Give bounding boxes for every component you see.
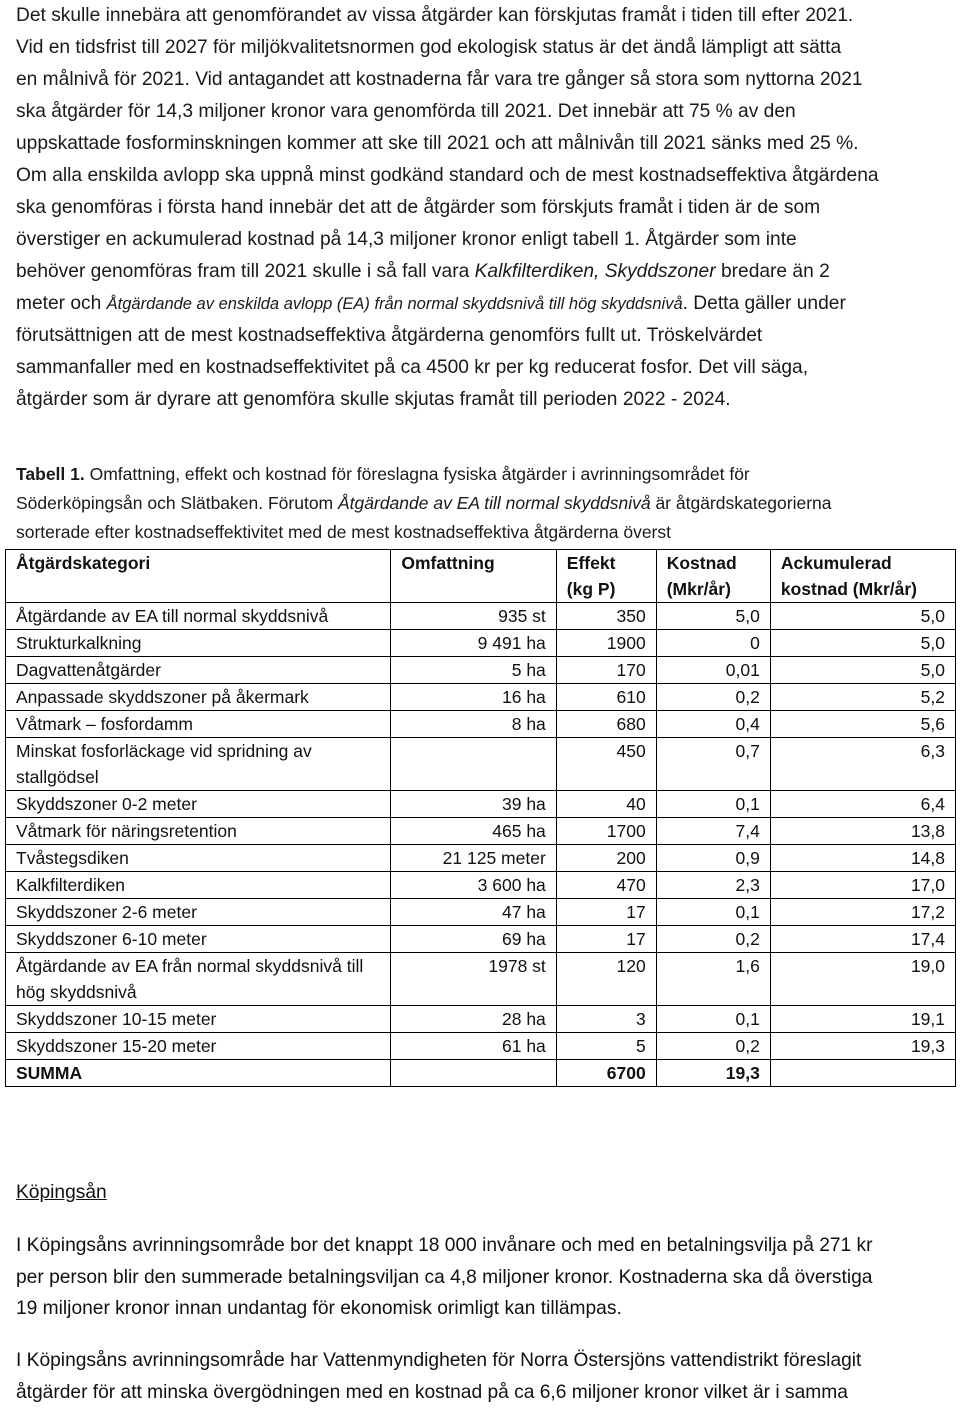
cell-extent <box>391 738 556 791</box>
cell-effect: 5 <box>556 1033 656 1060</box>
cell-cost: 0,2 <box>656 1033 770 1060</box>
cell-category: Skyddszoner 10-15 meter <box>6 1006 391 1033</box>
caption-text: är åtgärdskategorierna <box>650 493 832 513</box>
cell-accumulated-cost: 6,3 <box>770 738 955 791</box>
cell-accumulated-cost: 5,0 <box>770 630 955 657</box>
cell-accumulated-cost: 19,0 <box>770 953 955 1006</box>
text-line: ska åtgärder för 14,3 miljoner kronor vara genomförda till 2021. Det innebär att 75 % av den <box>16 101 796 122</box>
cell-effect: 1900 <box>556 630 656 657</box>
text-line <box>16 288 956 320</box>
text-segment: meter och <box>16 293 107 314</box>
text-line: sammanfaller med en kostnadseffektivitet på ca 4500 kr per kg reducerat fosfor. Det vill säga, <box>16 357 809 378</box>
table-row <box>6 1006 956 1033</box>
cell-category: Kalkfilterdiken <box>6 872 391 899</box>
cell-category: Skyddszoner 2-6 meter <box>6 899 391 926</box>
cell-cost: 0,1 <box>656 1006 770 1033</box>
text-line: förutsättnigen att de mest kostnadseffektiva åtgärderna genomförs fullt ut. Tröskelvärdet <box>16 325 763 346</box>
table-row <box>6 1033 956 1060</box>
text-line: Om alla enskilda avlopp ska uppnå minst godkänd standard och de mest kostnadseffektiva åtgärdena <box>16 165 879 186</box>
caption-line <box>16 460 946 489</box>
cell-category: Skyddszoner 6-10 meter <box>6 926 391 953</box>
table-row <box>6 818 956 845</box>
cell-cost: 5,0 <box>656 603 770 630</box>
cell-cost: 0,4 <box>656 711 770 738</box>
cell-effect: 680 <box>556 711 656 738</box>
intro-paragraph <box>16 0 956 416</box>
cell-effect: 470 <box>556 872 656 899</box>
cell-category: Skyddszoner 0-2 meter <box>6 791 391 818</box>
text-line <box>16 256 956 288</box>
cell-accumulated-cost <box>770 1060 955 1087</box>
table-row <box>6 711 956 738</box>
caption-text: Omfattning, effekt och kostnad för föreslagna fysiska åtgärder i avrinningsområdet för <box>84 464 750 484</box>
cell-extent: 1978 st <box>391 953 556 1006</box>
cell-effect: 170 <box>556 657 656 684</box>
table-summary-row <box>6 1060 956 1087</box>
cell-category: Åtgärdande av EA till normal skyddsnivå <box>6 603 391 630</box>
cell-extent: 16 ha <box>391 684 556 711</box>
cell-cost: 0,2 <box>656 926 770 953</box>
cell-extent: 28 ha <box>391 1006 556 1033</box>
table-row <box>6 872 956 899</box>
text-line: per person blir den summerade betalningsviljan ca 4,8 miljoner kronor. Kostnaderna ska då överstiga <box>16 1266 873 1288</box>
cell-extent: 61 ha <box>391 1033 556 1060</box>
text-line: Vid en tidsfrist till 2027 för miljökvalitetsnormen god ekologisk status är det ändå lämpligt att sätta <box>16 37 842 58</box>
cell-extent: 465 ha <box>391 818 556 845</box>
table-row <box>6 657 956 684</box>
caption-line: sorterade efter kostnadseffektivitet med de mest kostnadseffektiva åtgärderna överst <box>16 522 671 542</box>
text-line: Det skulle innebära att genomförandet av vissa åtgärder kan förskjutas framåt i tiden till efter 2021. <box>16 5 854 26</box>
cell-effect: 450 <box>556 738 656 791</box>
cell-accumulated-cost: 5,6 <box>770 711 955 738</box>
cell-cost: 0,7 <box>656 738 770 791</box>
cell-extent: 8 ha <box>391 711 556 738</box>
cell-effect: 17 <box>556 899 656 926</box>
cell-accumulated-cost: 17,0 <box>770 872 955 899</box>
cell-effect: 17 <box>556 926 656 953</box>
cell-cost: 1,6 <box>656 953 770 1006</box>
cell-accumulated-cost: 5,0 <box>770 603 955 630</box>
cell-effect: 40 <box>556 791 656 818</box>
text-line: uppskattade fosforminskningen kommer att ske till 2021 och att målnivån till 2021 sänks med 25 %. <box>16 133 859 154</box>
cell-cost: 7,4 <box>656 818 770 845</box>
cell-accumulated-cost: 6,4 <box>770 791 955 818</box>
text-line: åtgärder som är dyrare att genomföra skulle skjutas framåt till perioden 2022 - 2024. <box>16 389 731 410</box>
cell-cost: 0,2 <box>656 684 770 711</box>
cell-accumulated-cost: 5,2 <box>770 684 955 711</box>
text-line: I Köpingsåns avrinningsområde bor det knappt 18 000 invånare och med en betalningsvilja på 271 kr <box>16 1235 873 1256</box>
cell-effect: 200 <box>556 845 656 872</box>
text-segment: . Detta gäller under <box>682 293 846 314</box>
cell-cost: 0 <box>656 630 770 657</box>
cell-extent: 935 st <box>391 603 556 630</box>
cell-cost: 19,3 <box>656 1060 770 1087</box>
cell-effect: 120 <box>556 953 656 1006</box>
cell-category: Dagvattenåtgärder <box>6 657 391 684</box>
table-row <box>6 899 956 926</box>
text-line: åtgärder för att minska övergödningen med en kostnad på ca 6,6 miljoner kronor vilket är i samma <box>16 1381 848 1403</box>
table-caption <box>16 460 946 547</box>
cell-extent: 3 600 ha <box>391 872 556 899</box>
header-category: Åtgärdskategori <box>6 550 391 603</box>
cell-extent: 39 ha <box>391 791 556 818</box>
cell-accumulated-cost: 17,2 <box>770 899 955 926</box>
section-paragraph <box>16 1345 946 1408</box>
table-row <box>6 738 956 791</box>
cell-category: Skyddszoner 15-20 meter <box>6 1033 391 1060</box>
cell-cost: 0,1 <box>656 899 770 926</box>
table-row <box>6 845 956 872</box>
cell-extent: 21 125 meter <box>391 845 556 872</box>
table-row <box>6 630 956 657</box>
cell-accumulated-cost: 14,8 <box>770 845 955 872</box>
text-line: ska genomföras i första hand innebär det att de åtgärder som förskjuts framåt i tiden är de som <box>16 197 821 218</box>
cell-effect: 1700 <box>556 818 656 845</box>
cell-category: Minskat fosforläckage vid spridning av stallgödsel <box>6 738 391 791</box>
cell-effect: 6700 <box>556 1060 656 1087</box>
caption-label: Tabell 1. <box>16 464 85 484</box>
text-segment: bredare än 2 <box>715 261 830 282</box>
cell-category: Åtgärdande av EA från normal skyddsnivå till hög skyddsnivå <box>6 953 391 1006</box>
italic-text: Åtgärdande av enskilda avlopp (EA) från normal skyddsnivå till hög skyddsnivå <box>106 295 683 313</box>
cell-accumulated-cost: 19,1 <box>770 1006 955 1033</box>
header-accumulated-cost: Ackumulerad kostnad (Mkr/år) <box>770 550 955 603</box>
cell-accumulated-cost: 13,8 <box>770 818 955 845</box>
cell-extent: 47 ha <box>391 899 556 926</box>
cell-extent: 69 ha <box>391 926 556 953</box>
summary-label: SUMMA <box>6 1060 391 1087</box>
section-heading: Köpingsån <box>16 1182 107 1203</box>
table-row <box>6 953 956 1006</box>
cell-effect: 610 <box>556 684 656 711</box>
cell-category: Våtmark för näringsretention <box>6 818 391 845</box>
italic-text: Kalkfilterdiken, Skyddszoner <box>474 261 716 282</box>
header-extent: Omfattning <box>391 550 556 603</box>
caption-italic: Åtgärdande av EA till normal skyddsnivå <box>338 493 651 513</box>
caption-text: Söderköpingsån och Slätbaken. Förutom <box>16 493 338 513</box>
cell-category: Våtmark – fosfordamm <box>6 711 391 738</box>
header-cost: Kostnad (Mkr/år) <box>656 550 770 603</box>
cell-effect: 3 <box>556 1006 656 1033</box>
section-paragraph <box>16 1230 946 1325</box>
text-line: 19 miljoner kronor innan undantag för ekonomisk orimligt kan tillämpas. <box>16 1298 622 1319</box>
cell-extent: 5 ha <box>391 657 556 684</box>
header-effect: Effekt (kg P) <box>556 550 656 603</box>
table-row <box>6 603 956 630</box>
cell-extent: 9 491 ha <box>391 630 556 657</box>
cell-extent <box>391 1060 556 1087</box>
cell-accumulated-cost: 19,3 <box>770 1033 955 1060</box>
table-row <box>6 684 956 711</box>
cell-cost: 2,3 <box>656 872 770 899</box>
cell-category: Anpassade skyddszoner på åkermark <box>6 684 391 711</box>
cell-category: Strukturkalkning <box>6 630 391 657</box>
cell-category: Tvåstegsdiken <box>6 845 391 872</box>
text-segment: behöver genomföras fram till 2021 skulle i så fall vara <box>16 261 475 282</box>
text-line: överstiger en ackumulerad kostnad på 14,3 miljoner kronor enligt tabell 1. Åtgärder som inte <box>16 229 797 250</box>
cell-accumulated-cost: 17,4 <box>770 926 955 953</box>
text-line: en målnivå för 2021. Vid antagandet att kostnaderna får vara tre gånger så stora som nyttorna 2021 <box>16 69 863 90</box>
cell-cost: 0,1 <box>656 791 770 818</box>
table-header-row <box>6 550 956 603</box>
measures-table <box>5 549 956 1087</box>
caption-line <box>16 489 946 518</box>
cell-accumulated-cost: 5,0 <box>770 657 955 684</box>
table-row <box>6 926 956 953</box>
table-row <box>6 791 956 818</box>
cell-effect: 350 <box>556 603 656 630</box>
cell-cost: 0,01 <box>656 657 770 684</box>
cell-cost: 0,9 <box>656 845 770 872</box>
text-line: I Köpingsåns avrinningsområde har Vattenmyndigheten för Norra Östersjöns vattendistrikt föreslagit <box>16 1350 862 1371</box>
